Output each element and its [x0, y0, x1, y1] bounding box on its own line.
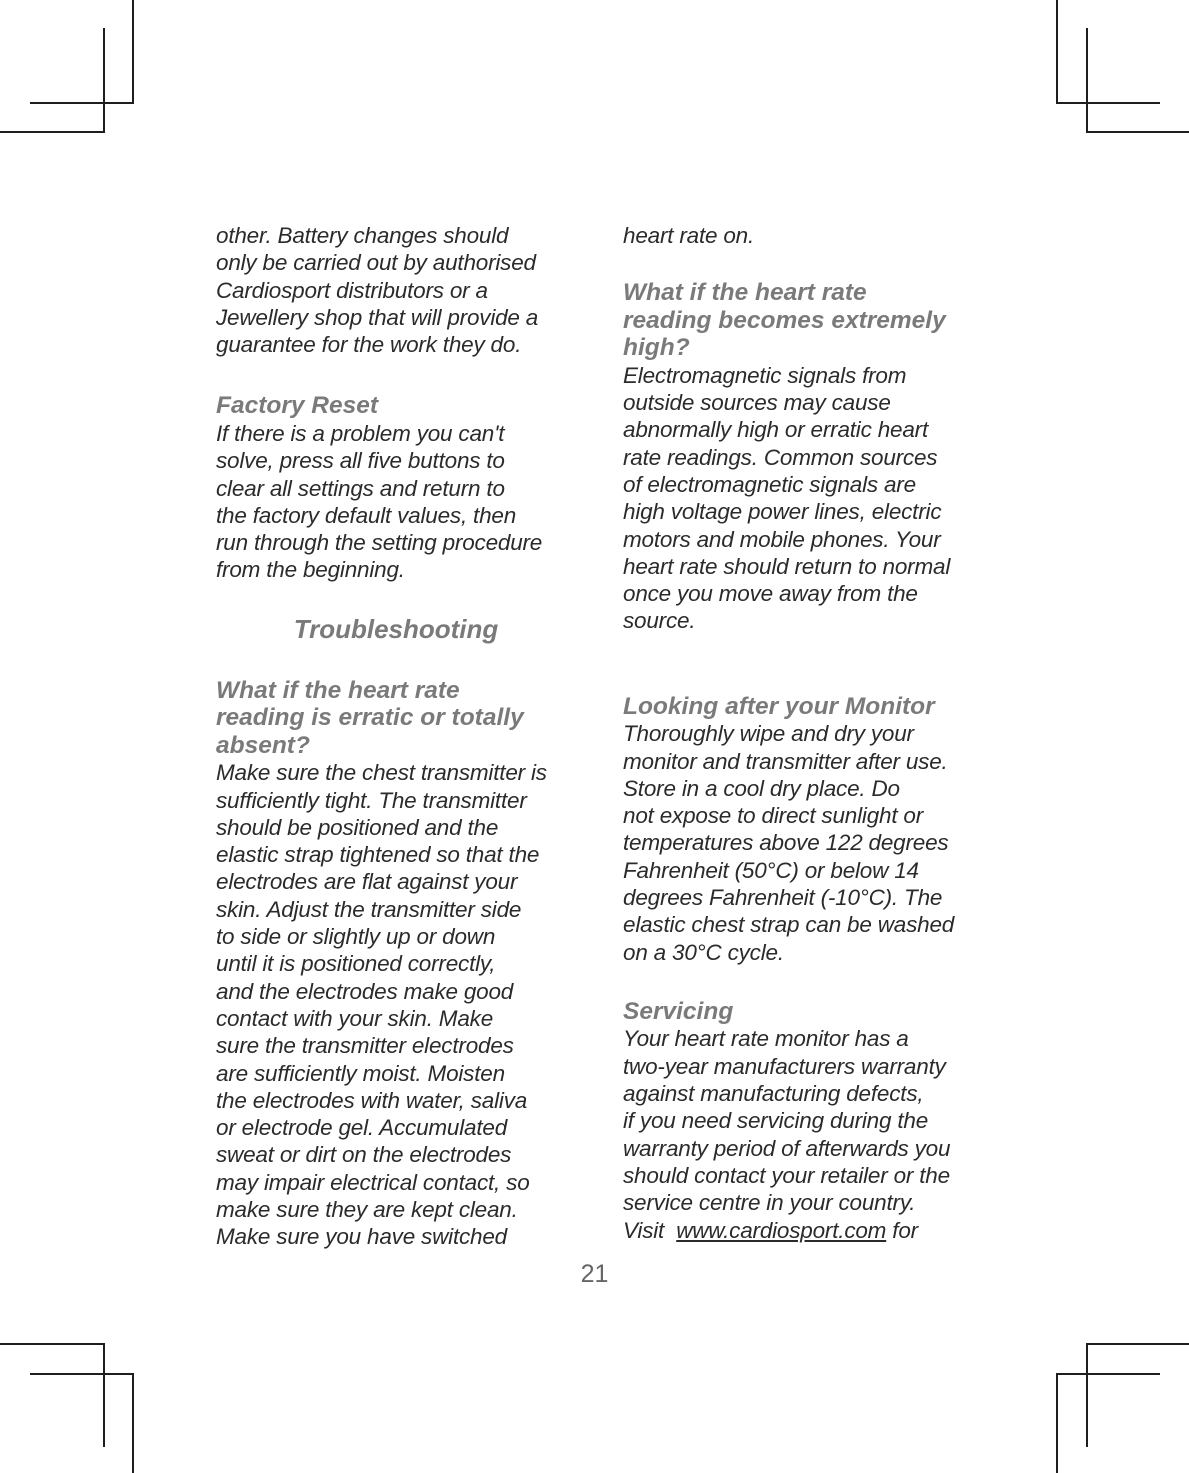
erratic-reading-paragraph: Make sure the chest transmitter is sufficiently tight. The transmitter should be positioned and the elastic strap tightened so that the electrodes are flat against your skin. Adjust the transmitter side to side or slightly up or down until it is positioned correctly, and the electrodes make good contact with your skin. Make sure the transmitter electrodes are sufficiently moist. Moisten the electrodes with water, saliva or electrode gel. Accumulated sweat or dirt on the electrodes may impair electrical contact, so make sure they are kept clean. Make sure you have switched	[216, 760, 547, 1250]
switched-on-continued: heart rate on.	[623, 223, 755, 248]
servicing-paragraph: Your heart rate monitor has a two-year manufacturers warranty against manufacturing defects, if you need servicing during the warranty period of afterwards you should contact your retailer or the service centre in your country.	[623, 1026, 951, 1216]
right-column	[623, 222, 993, 1244]
left-column	[216, 222, 576, 1251]
crop-mark	[30, 1373, 134, 1375]
factory-reset-heading: Factory Reset	[216, 392, 379, 420]
servicing-heading: Servicing	[623, 997, 734, 1025]
troubleshooting-title: Troubleshooting	[293, 613, 499, 644]
high-reading-heading: What if the heart rate reading becomes extremely high?	[623, 279, 946, 362]
crop-mark	[0, 1343, 105, 1345]
visit-prefix: Visit	[623, 1217, 677, 1243]
crop-mark	[1086, 1343, 1088, 1447]
visit-line	[623, 1217, 993, 1244]
high-reading-paragraph: Electromagnetic signals from outside sources may cause abnormally high or erratic heart rate readings. Common sources of electromagnetic signals are high voltage power lines, electric motors and mobile phones. Your heart rate should return to normal once you move away from the source.	[623, 362, 951, 634]
crop-mark	[1056, 1373, 1160, 1375]
crop-mark	[1056, 0, 1058, 103]
looking-after-paragraph: Thoroughly wipe and dry your monitor and transmitter after use. Store in a cool dry place. Do not expose to direct sunlight or temperatures above 122 degrees Fahrenheit (50°C) or below 14 degrees Fahrenheit (-10°C). The elastic chest strap can be washed on a 30°C cycle.	[623, 721, 955, 965]
crop-mark	[1086, 131, 1189, 133]
crop-mark	[1086, 28, 1088, 132]
crop-mark	[132, 0, 134, 103]
crop-mark	[0, 131, 105, 133]
looking-after-heading: Looking after your Monitor	[623, 692, 935, 720]
crop-mark	[1056, 102, 1160, 104]
crop-mark	[132, 1373, 134, 1473]
crop-mark	[103, 1343, 105, 1447]
crop-mark	[1056, 1373, 1058, 1473]
cardiosport-link[interactable]: www.cardiosport.com	[676, 1217, 887, 1243]
crop-mark	[103, 28, 105, 132]
battery-paragraph: other. Battery changes should only be carried out by authorised Cardiosport distributors or a Jewellery shop that will provide a guarantee for the work they do.	[216, 223, 539, 358]
crop-mark	[30, 102, 134, 104]
factory-reset-paragraph: If there is a problem you can't solve, press all five buttons to clear all settings and return to the factory default values, then run through the setting procedure from the beginning.	[216, 420, 543, 583]
erratic-reading-heading: What if the heart rate reading is erratic or totally absent?	[216, 676, 524, 759]
visit-suffix: for	[886, 1217, 918, 1243]
crop-mark	[1086, 1343, 1189, 1345]
page-number: 21	[580, 1260, 609, 1288]
